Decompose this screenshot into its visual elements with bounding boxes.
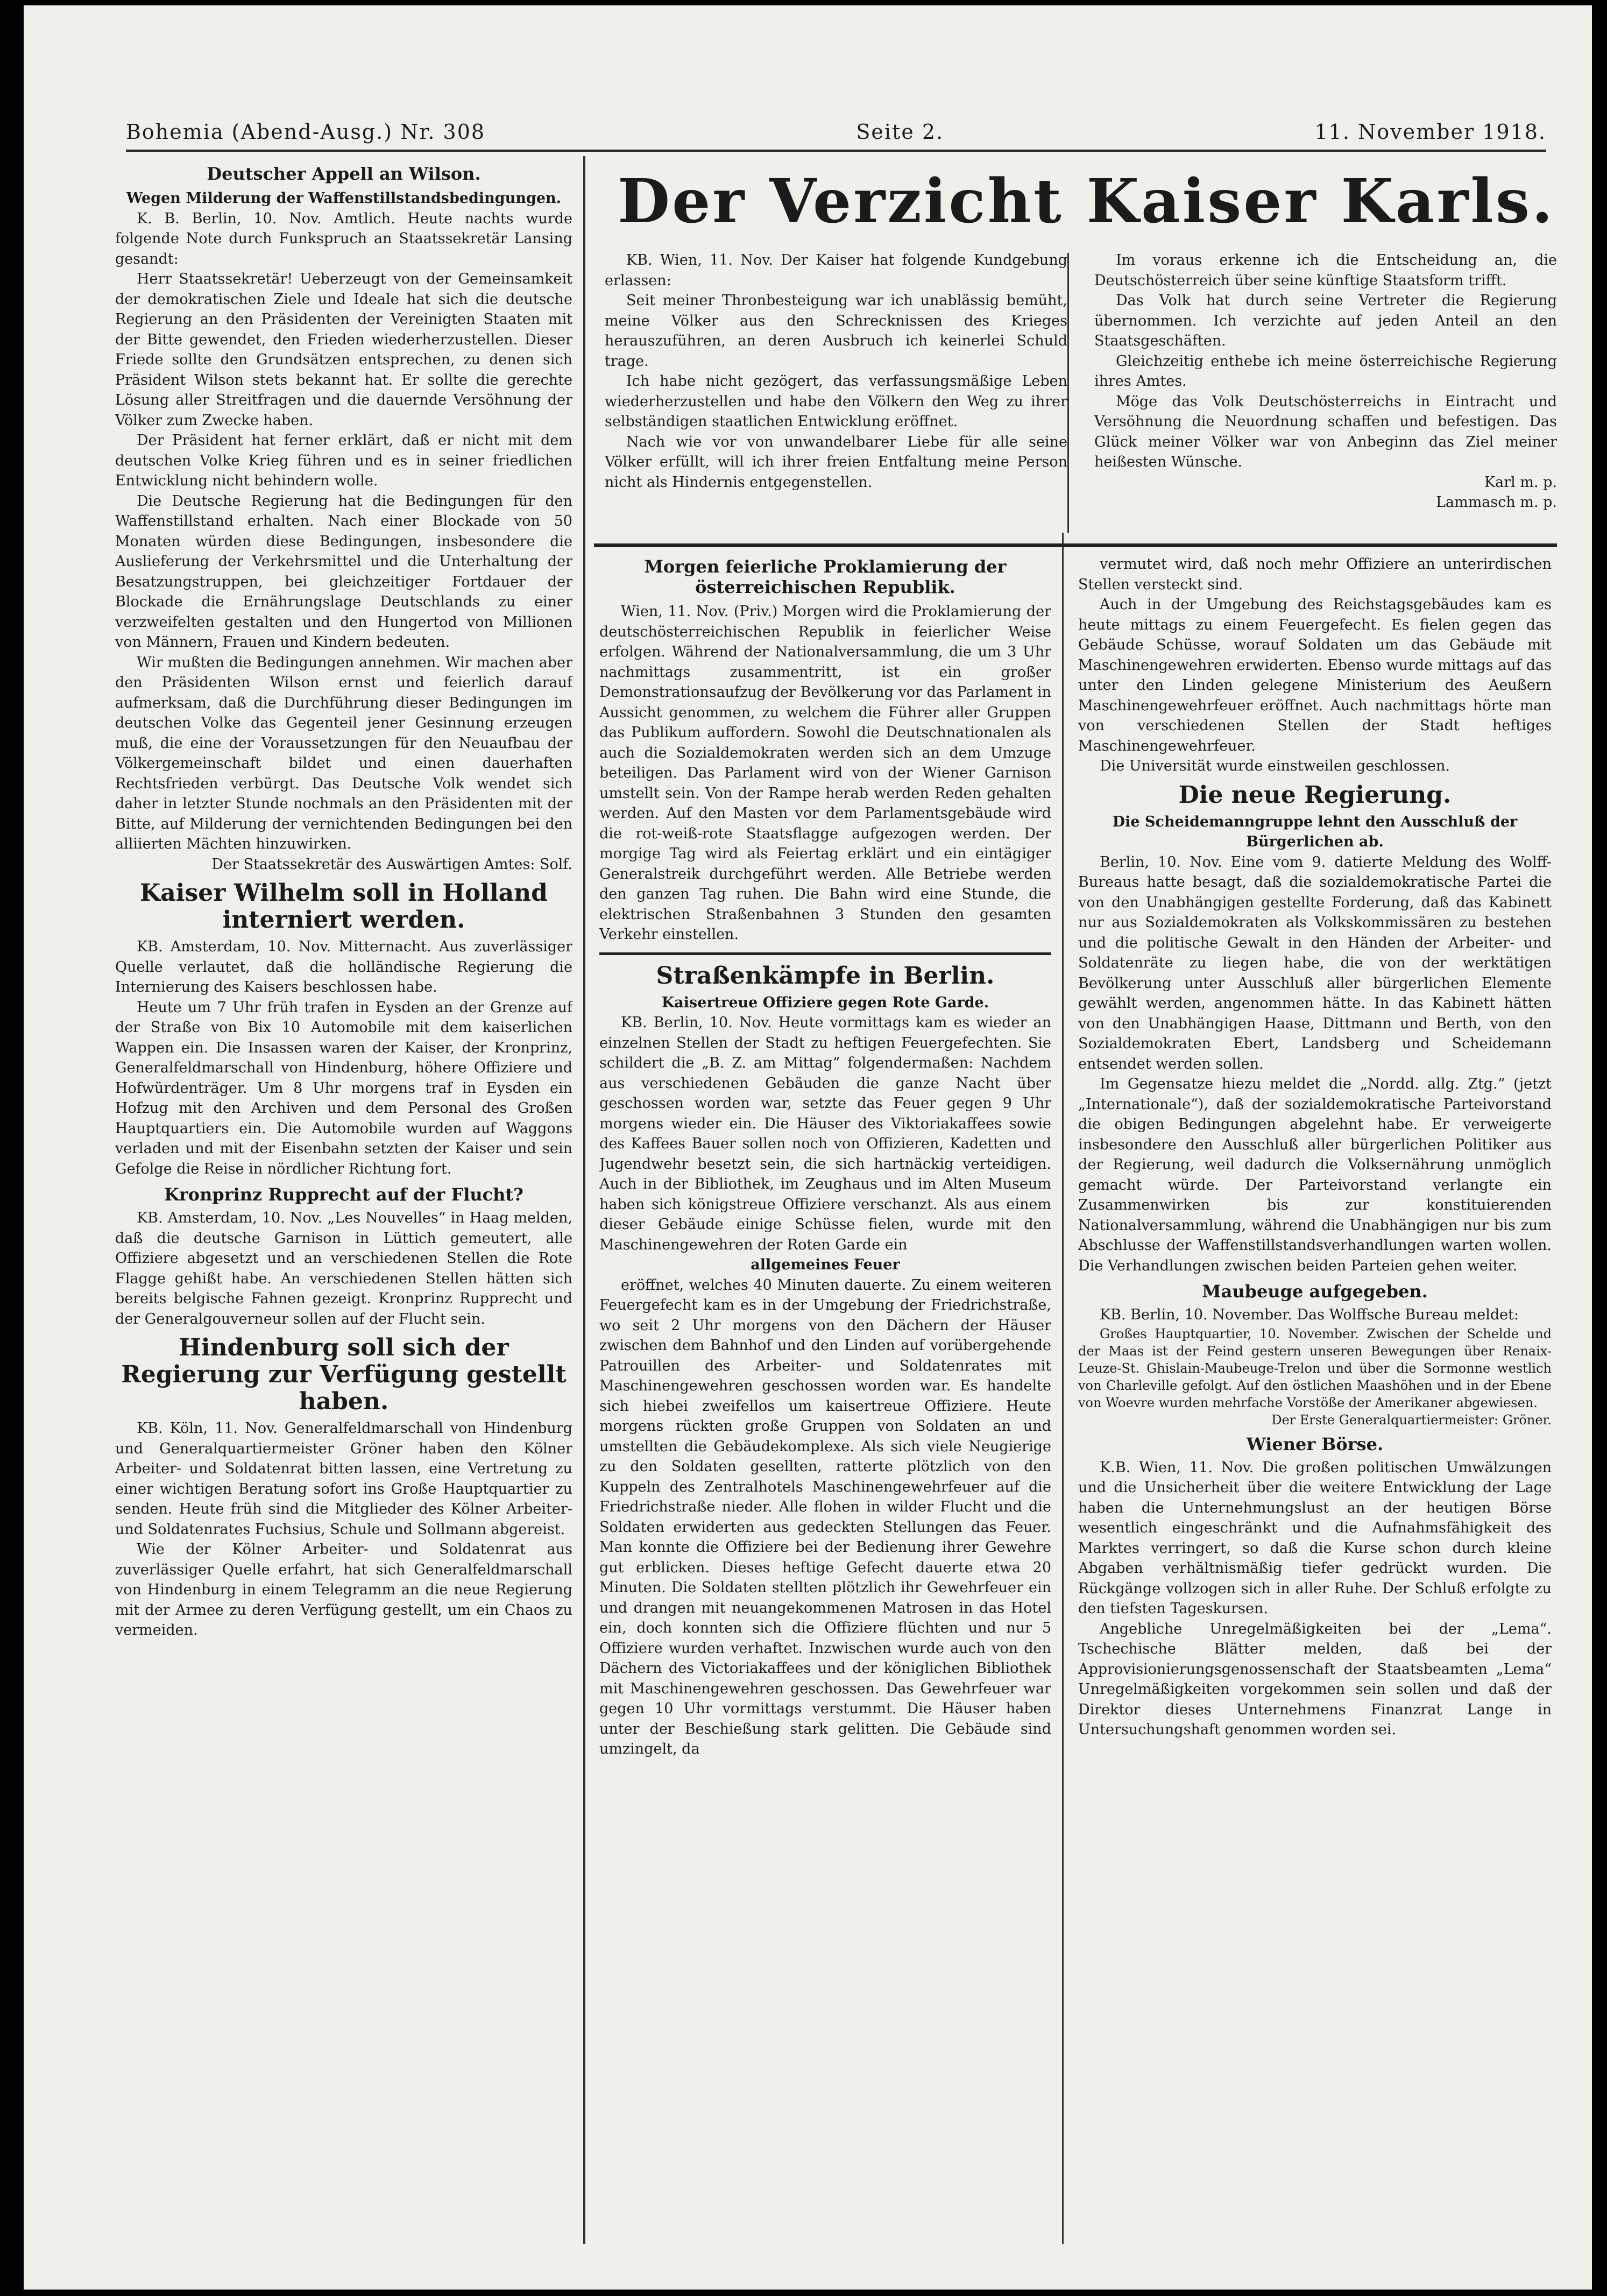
maubeuge-p1: KB. Berlin, 10. November. Das Wolffsche Bureau meldet:: [1100, 1306, 1519, 1323]
masthead: [126, 116, 1546, 148]
hindenburg-p1: KB. Köln, 11. Nov. Generalfeldmarschall von Hindenburg und Generalquartiermeister Gröner haben den Kölner Arbeiter- und Soldatenrat bitten lassen, eine Vertretung zu einer wichtigen Beratung sofort ins Große Hauptquartier zu senden. Heute früh sind die Mitglieder des Kölner Arbeiter- und Soldatenrates Fuchsius, Schule und Sollmann abgereist.: [115, 1420, 572, 1538]
headline-maubeuge: Maubeuge aufgegeben.: [1202, 1281, 1428, 1302]
maubeuge-signature: Der Erste Generalquartiermeister: Gröner.: [1271, 1412, 1552, 1428]
column-2: [599, 554, 1051, 2244]
column-rule-2: [1062, 533, 1064, 2244]
headline-rupprecht: Kronprinz Rupprecht auf der Flucht?: [164, 1184, 523, 1205]
column-3: [1078, 554, 1552, 2244]
berlin-center-line: allgemeines Feuer: [751, 1256, 900, 1273]
appeal-p1: K. B. Berlin, 10. Nov. Amtlich. Heute nachts wurde folgende Note durch Funkspruch an Staatssekretär Lansing gesandt:: [115, 210, 572, 267]
subhead-appeal: Wegen Milderung der Waffenstillstandsbedingungen.: [126, 190, 562, 207]
appeal-signature: Der Staatssekretär des Auswärtigen Amtes: Solf.: [211, 856, 572, 873]
appeal-p4: Die Deutsche Regierung hat die Bedingungen für den Waffenstillstand erhalten. Nach einer Blockade von 50 Monaten würden diese Bedingungen, insbesondere die Auslieferung der Verkehrsmittel und die Unterhaltung der Besatzungstruppen, bei gleichzeitiger Fortdauer der Blockade die Ernährungslage Deutschlands zu einer verzweifelten gestalten und den Hungertod von Millionen von Männern, Frauen und Kindern bedeuten.: [115, 492, 572, 651]
top-article-p1: Seit meiner Thronbesteigung war ich unablässig bemüht, meine Völker aus den Schrecknissen des Krieges herauszuführen, an deren Ausbruch ich keinerlei Schuld trage.: [605, 292, 1067, 370]
appeal-p2: Herr Staatssekretär! Ueberzeugt von der Gemeinsamkeit der demokratischen Ziele und Ideale hat sich die deutsche Regierung an den Präsidenten der Vereinigten Staaten mit der Bitte gewendet, den Frieden wiederherzustellen. Dieser Friede sollte den Grundsätzen entsprechen, zu denen sich Präsident Wilson stets bekannt hat. Er sollte die gerechte Lösung aller Streitfragen und die dauernde Versöhnung der Völker zum Zwecke haben.: [115, 271, 572, 429]
berlin-p2: eröffnet, welches 40 Minuten dauerte. Zu einem weiteren Feuergefecht kam es in der Umgebung der Friedrichstraße, wo seit 2 Uhr morgens von den Dächern der Häuser zwischen dem Bahnhof und den Linden auf vorübergehende Patrouillen des Arbeiter- und Soldatenrates mit Maschinengewehren geschossen worden war. Es handelte sich hiebei zweifellos um kaisertreue Offiziere. Heute morgens rückten große Gruppen von Soldaten an und umstellten die Gebäudekomplexe. Als sich viele Neugierige zu den Soldaten gesellten, ratterte plötzlich von den Kuppeln des Zentralhotels Maschinengewehrfeuer auf die Friedrichstraße nieder. Alle flohen in wilder Flucht und die Soldaten erwiderten aus gedeckten Stellungen das Feuer. Man konnte die Offiziere bei der Bedienung ihrer Gewehre gut erblicken. Dieses heftige Gefecht dauerte etwa 20 Minuten. Die Soldaten stellten plötzlich ihr Gewehrfeuer ein und drangen mit neuangekommenen Matrosen in das Hotel ein, doch konnten sich die Offiziere flüchten und nur 5 Offiziere wurden verhaftet. Inzwischen wurde auch von den Dächern des Victoriakaffees und der königlichen Bibliothek mit Maschinengewehren geschossen. Das Gewehrfeuer war gegen 10 Uhr vormittags verstummt. Die Häuser haben unter der Beschießung stark gelitten. Die Gebäude sind umzingelt, da: [599, 1276, 1051, 1757]
column-1: [115, 161, 572, 2244]
top-article-p2: Ich habe nicht gezögert, das verfassungsmäßige Leben wiederherzustellen und habe den Völkern den Weg zu ihrer selbständigen staatlichen Entwicklung eröffnet.: [605, 373, 1067, 430]
headline-berlin: Straßenkämpfe in Berlin.: [656, 962, 995, 990]
appeal-p3: Der Präsident hat ferner erklärt, daß er nicht mit dem deutschen Volke Krieg führen und es in seiner friedlichen Entwicklung nicht behindern wolle.: [115, 432, 572, 489]
cont-p1: vermutet wird, daß noch mehr Offiziere an unterirdischen Stellen versteckt sind.: [1078, 556, 1552, 593]
boerse-p2: Angebliche Unregelmäßigkeiten bei der „Lema“. Tschechische Blätter melden, daß bei der Approvisionierungsgenossenschaft der Staatsbeamten „Lema“ Unregelmäßigkeiten vorgekommen sein sollen und daß der Direktor dieses Unternehmens Finanzrat Lange in Untersuchungshaft genommen worden sei.: [1078, 1620, 1552, 1738]
appeal-p5: Wir mußten die Bedingungen annehmen. Wir machen aber den Präsidenten Wilson ernst und feierlich darauf aufmerksam, daß die Durchführung dieser Bedingungen im deutschen Volke das Gegenteil jener Gesinnung erzeugen muß, die eine der Voraussetzungen für den Neuaufbau der Völkergemeinschaft bildet und einen dauerhaften Rechtsfrieden verbürgt. Das Deutsche Volk wendet sich daher in letzter Stunde nochmals an den Präsidenten mit der Bitte, auf Milderung der vernichtenden Bedingungen bei den alliierten Mächten hinzuwirken.: [115, 654, 572, 852]
top-article-p6: Gleichzeitig enthebe ich meine österreichische Regierung ihres Amtes.: [1094, 352, 1557, 390]
headline-appeal: Deutscher Appell an Wilson.: [207, 164, 481, 184]
berlin-p1: KB. Berlin, 10. Nov. Heute vormittags kam es wieder an einzelnen Stellen der Stadt zu heftigen Feuergefechten. Sie schildert die „B. Z. am Mittag“ folgendermaßen: Nachdem aus verschiedenen Gebäuden die ganze Nacht über geschossen worden war, setzte das Feuer gegen 9 Uhr morgens wieder ein. Die Häuser des Viktoriakaffees sowie des Kaffees Bauer sollen noch von Offizieren, Kadetten und Jugendwehr besetzt sein, die sich hartnäckig verteidigen. Auch in der Bibliothek, im Zeughaus und im Alten Museum haben sich königstreue Offiziere verschanzt. Als aus einem dieser Gebäude einige Schüsse fielen, wurde mit den Maschinengewehren der Roten Garde ein: [599, 1014, 1051, 1253]
boerse-p1: K.B. Wien, 11. Nov. Die großen politischen Umwälzungen und die Unsicherheit über die weitere Entwicklung der Lage haben die Unternehmungslust an der heutigen Börse wesentlich eingeschränkt und die Aufnahmsfähigkeit des Marktes verringert, so daß die Kurse schon durch kleine Abgaben verhältnismäßig tiefer gedrückt wurden. Die Rückgänge vollzogen sich in aller Ruhe. Der Schluß erfolgte zu den tiefsten Tageskursen.: [1078, 1459, 1552, 1617]
headline-verzicht: Der Verzicht Kaiser Karls.: [617, 166, 1555, 237]
top-article-p3: Nach wie vor von unwandelbarer Liebe für alle seine Völker erfüllt, will ich ihrer freien Entfaltung meine Person nicht als Hindernis entgegenstellen.: [605, 433, 1067, 491]
wilhelm-p2: Heute um 7 Uhr früh trafen in Eysden an der Grenze auf der Straße von Bix 10 Automobile mit dem kaiserlichen Wappen ein. Die Insassen waren der Kaiser, der Kronprinz, Generalfeldmarschall von Hindenburg, höhere Offiziere und Hofwürdenträger. Um 8 Uhr morgens traf in Eysden ein Hofzug mit den Archiven und dem Personal des Großen Hauptquartiers ein. Die Automobile wurden auf Waggons verladen und mit der Eisenbahn setzten der Kaiser und sein Gefolge die Reise in nördlicher Richtung fort.: [115, 999, 572, 1177]
headline-regierung: Die neue Regierung.: [1178, 781, 1452, 809]
top-article-p5: Das Volk hat durch seine Vertreter die Regierung übernommen. Ich verzichte auf jeden Anteil an den Staatsgeschäften.: [1094, 292, 1557, 349]
top-article-body: [605, 250, 1557, 538]
masthead-date: 11. November 1918.: [1314, 120, 1546, 144]
maubeuge-p2: Großes Hauptquartier, 10. November. Zwischen der Schelde und der Maas ist der Feind gestern unseren Bewegungen über Renaix-Leuze-St. Ghislain-Maubeuge-Trelon und über die Sormonne westlich von Charleville gefolgt. Auf den östlichen Maashöhen und in der Ebene von Woevre wurden mehrfache Vorstöße der Amerikaner abgewiesen.: [1078, 1326, 1552, 1410]
top-article-dateline: KB. Wien, 11. Nov. Der Kaiser hat folgende Kundgebung erlassen:: [605, 252, 1067, 289]
masthead-rule: [126, 150, 1546, 152]
top-article-rule: [594, 543, 1557, 547]
rule-republik: [599, 952, 1051, 955]
headline-boerse: Wiener Börse.: [1246, 1433, 1384, 1454]
rupprecht-p1: KB. Amsterdam, 10. Nov. „Les Nouvelles“ in Haag melden, daß die deutsche Garnison in Lüttich gemeutert, alle Offiziere abgesetzt und an verschiedenen Stellen die Rote Flagge gehißt habe. An verschiedenen Stellen hätten sich bereits belgische Fahnen gezeigt. Kronprinz Rupprecht und der Generalgouverneur sollen auf der Flucht sein.: [115, 1210, 572, 1327]
regierung-p2: Im Gegensatze hiezu meldet die „Nordd. allg. Ztg.“ (jetzt „Internationale“), daß der sozialdemokratische Parteivorstand die obigen Bedingungen abgelehnt habe. Er verweigerte insbesondere den Ausschluß aller bürgerlichen Politiker aus der Regierung, weil dadurch die Volksernährung unmöglich gemacht würde. Der Parteivorstand verlangte ein Zusammenwirken bis zur konstituierenden Nationalversammlung, während die Unabhängigen nur bis zum Abschlusse der Waffenstillstandsverhandlungen warten wollen. Die Verhandlungen zwischen beiden Parteien gehen weiter.: [1078, 1076, 1552, 1274]
newspaper-page: [24, 5, 1592, 2290]
republik-p1: Wien, 11. Nov. (Priv.) Morgen wird die Proklamierung der deutschösterreichischen Republik in feierlicher Weise erfolgen. Während der Nationalversammlung, die um 3 Uhr nachmittags zusammentritt, ist ein großer Demonstrationsaufzug der Bevölkerung vor das Parlament in Aussicht genommen, zu welchem die Führer aller Gruppen das Publikum auffordern. Sowohl die Deutschnationalen als auch die Sozialdemokraten werden sich an dem Umzuge beteiligen. Das Parlament wird von der Wiener Garnison umstellt sein. Von der Rampe herab werden Reden gehalten werden. Auf den Masten vor dem Parlamentsgebäude wird die rot-weiß-rote Staatsflagge aufgezogen werden. Der morgige Tag wird als Feiertag erklärt und ein eintägiger Generalstreik durchgeführt werden. Alle Betriebe werden den ganzen Tag ruhen. Die Bahn wird eine Stunde, die elektrischen Straßenbahnen 3 Stunden den gesamten Verkehr einstellen.: [599, 603, 1051, 943]
masthead-publication: Bohemia (Abend-Ausg.) Nr. 308: [126, 120, 486, 144]
masthead-page-number: Seite 2.: [856, 120, 944, 144]
wilhelm-p1: KB. Amsterdam, 10. Nov. Mitternacht. Aus zuverlässiger Quelle verlautet, daß die holländische Regierung die Internierung des Kaisers beschlossen habe.: [115, 938, 572, 995]
signature-karl: Karl m. p.: [1484, 474, 1557, 491]
headline-republik: Morgen feierliche Proklamierung der österreichischen Republik.: [644, 556, 1007, 597]
hindenburg-p2: Wie der Kölner Arbeiter- und Soldatenrat aus zuverlässiger Quelle erfahrt, hat sich Generalfeldmarschall von Hindenburg in einem Telegramm an die neue Regierung mit der Armee zu deren Verfügung gestellt, um ein Chaos zu vermeiden.: [115, 1541, 572, 1638]
regierung-p1: Berlin, 10. Nov. Eine vom 9. datierte Meldung des Wolff-Bureaus hatte besagt, daß die sozialdemokratische Partei die von den Unabhängigen gestellte Forderung, daß das Kabinett nur aus Sozialdemokraten als Volkskommissären zu bestehen und die politische Gewalt in den Händen der Arbeiter- und Soldatenräte zu liegen habe, die von der werktätigen Bevölkerung unter Ausschluß aller bürgerlichen Elemente gewählt werden, angenommen hätte. In das Kabinett hätten von den Unabhängigen Haase, Dittmann und Berth, von den Sozialdemokraten Ebert, Landsberg und Scheidemann entsendet werden sollen.: [1078, 853, 1552, 1072]
subhead-regierung: Die Scheidemanngruppe lehnt den Ausschluß der Bürgerlichen ab.: [1112, 813, 1518, 850]
cont-p2: Auch in der Umgebung des Reichstagsgebäudes kam es heute mittags zu einem Feuergefecht. Es fielen gegen das Gebäude Schüsse, worauf Soldaten um das Gebäude mit Maschinengewehren erwiderten. Ebenso wurde mittags auf das unter den Linden gelegene Ministerium des Aeußern Maschinengewehrfeuer eröffnet. Auch nachmittags hörte man von verschiedenen Stellen der Stadt heftiges Maschinengewehrfeuer.: [1078, 596, 1552, 754]
headline-wilhelm: Kaiser Wilhelm soll in Holland interniert werden.: [140, 879, 548, 934]
headline-hindenburg: Hindenburg soll sich der Regierung zur Verfügung gestellt haben.: [121, 1334, 567, 1415]
top-article-p4: Im voraus erkenne ich die Entscheidung an, die Deutschösterreich über seine künftige Staatsform trifft.: [1094, 252, 1557, 289]
column-rule-1: [583, 156, 585, 2244]
cont-p3: Die Universität wurde einstweilen geschlossen.: [1100, 758, 1450, 774]
subhead-berlin: Kaisertreue Offiziere gegen Rote Garde.: [661, 994, 989, 1011]
signature-lammasch: Lammasch m. p.: [1436, 494, 1557, 511]
top-article-p7: Möge das Volk Deutschösterreichs in Eintracht und Versöhnung die Neuordnung schaffen und befestigen. Das Glück meiner Völker war von Anbeginn das Ziel meiner heißesten Wünsche.: [1094, 393, 1557, 470]
